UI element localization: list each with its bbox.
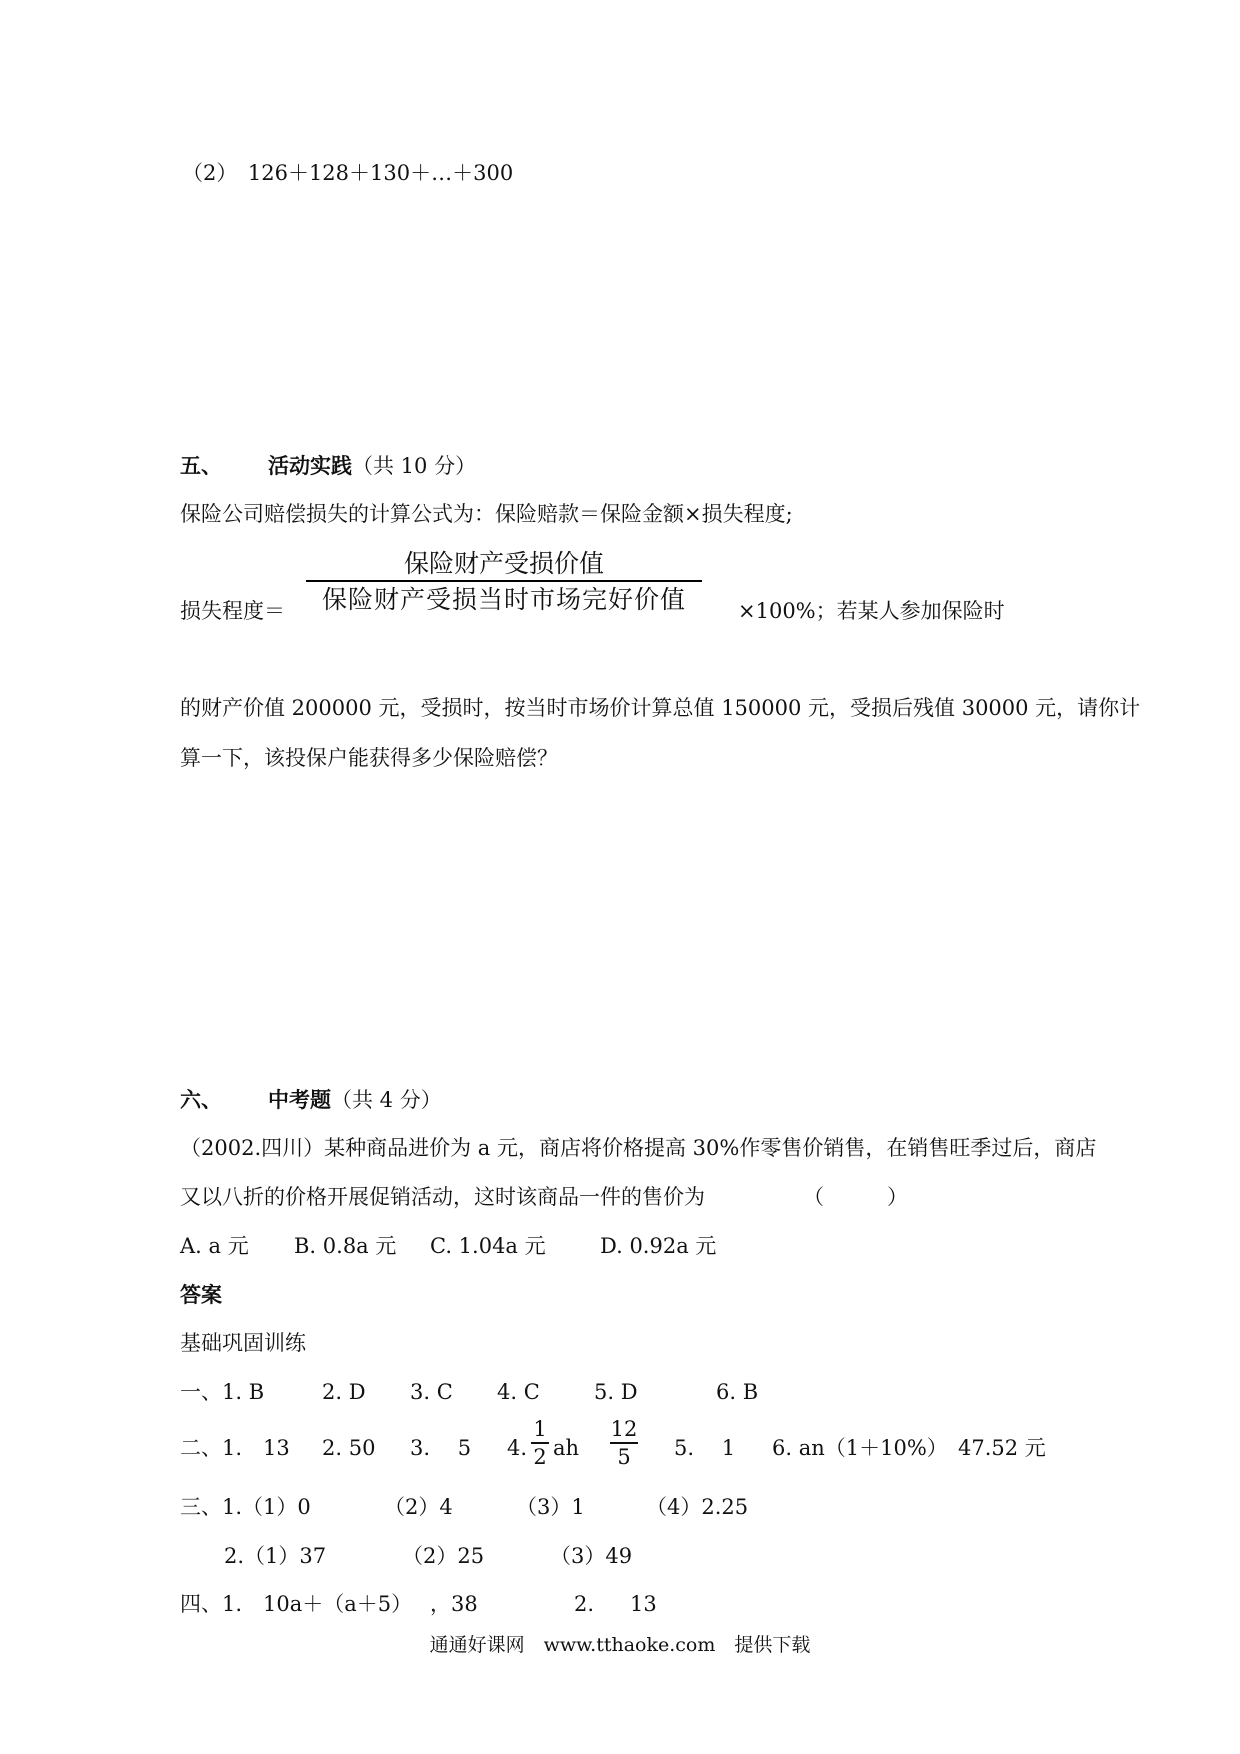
answer-2-1: 二、1. 13 <box>180 1436 290 1460</box>
answers-subtitle: 基础巩固训练 <box>180 1331 306 1355</box>
answer-paren: （ ） <box>803 1185 908 1209</box>
option-b: B. 0.8a 元 <box>294 1234 397 1258</box>
fraction-bar <box>610 1442 638 1444</box>
answer-1-1: 一、1. B <box>180 1380 265 1404</box>
answer-1-3: 3. C <box>410 1380 453 1404</box>
section-5-line3: 的财产价值 200000 元，受损时，按当时市场价计算总值 150000 元，受损后残值 30000 元，请你计 <box>180 696 1141 720</box>
answer-2-5: 5. 1 <box>674 1436 736 1460</box>
section-5-heading <box>268 455 476 477</box>
answer-4-2-label: 2. <box>574 1592 595 1616</box>
answer-1-6: 6. B <box>716 1380 759 1404</box>
fraction-numerator: 1 <box>533 1417 547 1441</box>
answer-4-2: 13 <box>630 1592 657 1616</box>
answer-2-6b: 47.52 元 <box>958 1436 1046 1460</box>
answer-3-1-4: （4）2.25 <box>646 1495 749 1519</box>
answer-1-5: 5. D <box>594 1380 638 1404</box>
fraction-numerator: 12 <box>610 1417 638 1441</box>
answer-3-2-1: 2.（1）37 <box>224 1544 327 1568</box>
section-6-line1: （2002.四川）某种商品进价为 a 元，商店将价格提高 30%作零售价销售，在销售旺季过后，商店 <box>180 1136 1097 1160</box>
fraction-bar <box>531 1442 549 1444</box>
section-5-line1: 保险公司赔偿损失的计算公式为：保险赔款＝保险金额×损失程度; <box>180 502 793 526</box>
answer-2-4-fraction-2 <box>610 1418 638 1468</box>
answer-2-6: 6. an（1＋10%） <box>772 1436 948 1460</box>
answer-2-3: 3. 5 <box>410 1436 472 1460</box>
question-4-2: （2） 126＋128＋130＋…＋300 <box>182 161 514 185</box>
option-d: D. 0.92a 元 <box>600 1234 717 1258</box>
answer-2-4-prefix: 4. <box>507 1436 528 1460</box>
section-5-number: 五、 <box>180 453 222 478</box>
section-6-number: 六、 <box>180 1087 222 1112</box>
section-5-score: （共 10 分） <box>352 454 477 478</box>
formula-suffix: ×100%；若某人参加保险时 <box>738 599 1005 623</box>
option-c: C. 1.04a 元 <box>430 1234 546 1258</box>
formula-numerator: 保险财产受损价值 <box>403 549 604 578</box>
section-5-line4: 算一下，该投保户能获得多少保险赔偿？ <box>180 746 558 770</box>
section-6-line2: 又以八折的价格开展促销活动，这时该商品一件的售价为 <box>180 1185 705 1209</box>
section-5-title: 活动实践 <box>268 453 352 478</box>
answer-3-2-2: （2）25 <box>402 1544 485 1568</box>
answer-2-4-suffix: ah <box>553 1436 580 1460</box>
answer-3-1-1: 三、1.（1）0 <box>180 1495 311 1519</box>
answer-2-2: 2. 50 <box>322 1436 376 1460</box>
answer-3-1-3: （3）1 <box>516 1495 585 1519</box>
section-6-score: （共 4 分） <box>331 1088 442 1112</box>
answer-3-1-2: （2）4 <box>384 1495 453 1519</box>
answer-2-4-fraction <box>531 1418 549 1468</box>
formula-fraction-bar <box>306 580 702 582</box>
answer-1-2: 2. D <box>322 1380 366 1404</box>
answers-title: 答案 <box>180 1282 222 1307</box>
footer-source: 通通好课网 www.tthaoke.com 提供下载 <box>429 1634 811 1656</box>
section-6-title: 中考题 <box>268 1087 331 1112</box>
loss-degree-formula <box>306 550 702 613</box>
answer-4-1: 四、1. 10a＋（a＋5） <box>180 1592 413 1616</box>
section-6-heading <box>268 1089 442 1111</box>
answer-1-4: 4. C <box>497 1380 540 1404</box>
answer-4-1b: ，38 <box>430 1592 478 1616</box>
formula-label: 损失程度＝ <box>180 599 285 623</box>
formula-denominator: 保险财产受损当时市场完好价值 <box>321 584 686 614</box>
option-a: A. a 元 <box>180 1234 249 1258</box>
answer-3-2-3: （3）49 <box>550 1544 633 1568</box>
fraction-denominator: 2 <box>533 1445 547 1470</box>
fraction-denominator: 5 <box>617 1445 631 1470</box>
